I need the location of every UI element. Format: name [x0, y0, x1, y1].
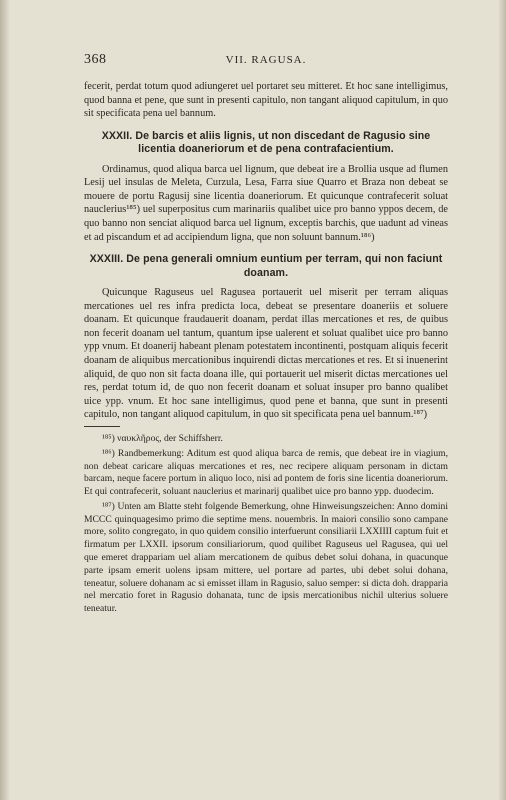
running-head: VII. RAGUSA.	[225, 54, 307, 66]
footnote-divider	[84, 426, 120, 427]
page-header	[84, 52, 448, 70]
paragraph-xxxiii: Quicunque Raguseus uel Ragusea portauerit uel miserit per terram aliquas mercationes uel res infra predicta loca, debeat se presentare doaneriis et soluere doanam. Et quicunque fraudauerit doanam, perdat illas mercationes et res, de quibus non fecerit doanam uel tantum, quantum ipse ualerent et soluat qualibet uice pro banno ypp vnum. Et doanerij habeant plenam potestatem incontinenti, postquam aliquis fecerit doanam de aliquibus mercationibus inquirendi dictas mercationes et res. Et si inuenerint aliquid, de quo non sit facta doana ille, qui portauerit uel miserit dictas mercationes uel res, perdat totum id, de quo non fecerit doanam et soluat insuper pro banno qualibet uice ypp. vnum. Et hoc sane intelligimus, quod pene et banna, que sunt in presenti capitulo, non tangant aliquod capitulum, in quo sit specificata pena uel bannum.¹⁸⁷)	[84, 286, 448, 421]
section-heading-xxxiii: XXXIII. De pena generali omnium euntium per terram, qui non faciunt doanam.	[89, 253, 443, 279]
page-body	[84, 80, 448, 616]
paragraph-continuation: fecerit, perdat totum quod adiungeret uel portaret seu mitteret. Et hoc sane intelligimus, quod banna et pene, que sunt in presenti capitulo, non tangant aliquod capitulum, in quo sit specificata pena uel bannum.	[84, 81, 448, 120]
footnotes	[84, 433, 448, 616]
paragraph-xxxii: Ordinamus, quod aliqua barca uel lignum, que debeat ire a Brollia usque ad flumen Lesij uel insulas de Meleta, Curzula, Lesa, Farra siue Quarro et Braza non debeat se mouere de portu Ragusij sine licentia doaneriorum. Et quicunque contrafecerit soluat nauclerius¹⁸⁵) uel superpositus cum marinariis qualibet uice pro banno yppos decem, de quo banno non senciat aliquod barca uel lignum, exceptis barchis, que uadunt ad vineas et ad piscandum et ad accipiendum ligna, que non soluunt bannum.¹⁸⁶)	[84, 163, 448, 243]
section-heading-xxxii: XXXII. De barcis et aliis lignis, ut non discedant de Ragusio sine licentia doaneriorum et de pena contrafacientium.	[101, 129, 431, 156]
footnote-187: ¹⁸⁷) Unten am Blatte steht folgende Bemerkung, ohne Hinweisungszeichen: Anno domini MCCC quinquagesimo primo die septime mens. nouembris. In maiori consilio sono campane more, solito congregato, in quo quidem consilio interfuerunt consiliarii LXXIIII captum fuit et firmatum per LXXII. ipsorum consiliariorum, quod quilibet Raguseus uel Ragusea, qui uel que emeret drappariam uel aliam mercationem de quibus debet solui dohana, in quacunque parte ipsam emerit uolens ipsam mittere, uel portare ad partes, ubi debet solui dohana, teneatur, soluere dohanam ac si emisset illam in Ragusio, saluo semper: si dicta doh. drapparia nel mercatio foret in Ragusio dohanata, tunc de ipsis mercationibus nichil ulterius soluere teneatur.	[84, 500, 448, 615]
page-number: 368	[84, 52, 107, 67]
footnote-186: ¹⁸⁶) Randbemerkung: Aditum est quod aliqua barca de remis, que debeat ire in viagium, non debeat caricare aliquas mercationes et res, nec recipere aliquam personam in dictam barcam, neque facere portum in aliquo loco, nisi ad pontem de foris sine licentia doaneriorum. Et qui contrafecerit, soluant nauclerius et marinarij qualibet uice pro banno ypp. duodecim.	[84, 447, 448, 498]
footnote-185: ¹⁸⁵) ναυκλῆρος, der Schiffsherr.	[102, 432, 223, 444]
